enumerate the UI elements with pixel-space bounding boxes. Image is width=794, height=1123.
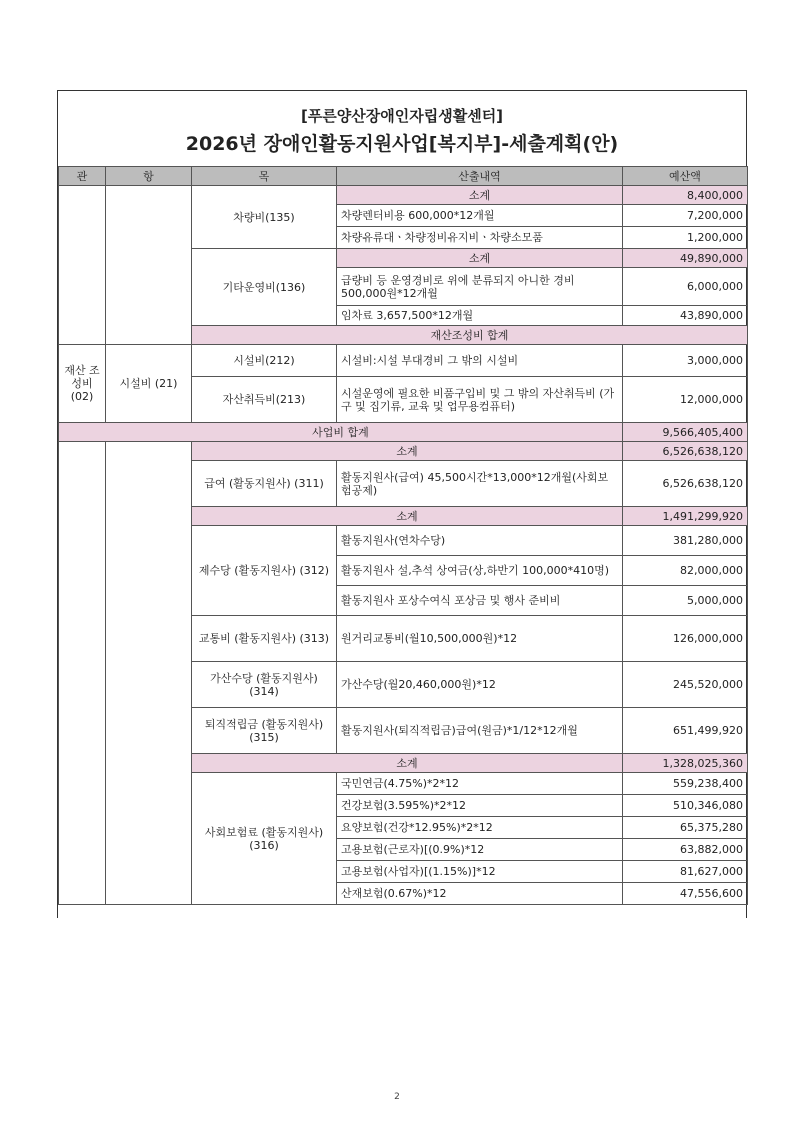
table-row xyxy=(59,186,748,205)
mok-cell: 교통비 (활동지원사) (313) xyxy=(192,616,337,662)
mok-cell: 차량비(135) xyxy=(192,186,337,249)
amount-cell: 510,346,080 xyxy=(623,795,748,817)
total-amount: 9,566,405,400 xyxy=(623,423,748,442)
desc-cell: 차량유류대ㆍ차량정비유지비ㆍ차량소모품 xyxy=(337,227,623,249)
document-header xyxy=(58,91,746,167)
total-label: 사업비 합계 xyxy=(59,423,623,442)
desc-cell: 고용보험(사업자)[(1.15%)]*12 xyxy=(337,861,623,883)
desc-cell: 산재보험(0.67%)*12 xyxy=(337,883,623,905)
mok-cell: 사회보험료 (활동지원사) (316) xyxy=(192,773,337,905)
desc-cell: 요양보험(건강*12.95%)*2*12 xyxy=(337,817,623,839)
amount-cell: 245,520,000 xyxy=(623,662,748,708)
total-label: 재산조성비 합계 xyxy=(192,326,748,345)
amount-cell: 12,000,000 xyxy=(623,377,748,423)
organization-name: [푸른양산장애인자립생활센터] xyxy=(300,107,504,125)
column-header: 예산액 xyxy=(623,167,748,186)
amount-cell: 126,000,000 xyxy=(623,616,748,662)
amount-cell: 43,890,000 xyxy=(623,306,748,326)
desc-cell: 활동지원사 설,추석 상여금(상,하반기 100,000*410명) xyxy=(337,556,623,586)
subtotal-amount: 1,491,299,920 xyxy=(623,507,748,526)
desc-cell: 원거리교통비(월10,500,000원)*12 xyxy=(337,616,623,662)
amount-cell: 381,280,000 xyxy=(623,526,748,556)
document-title: 2026년 장애인활동지원사업[복지부]-세출계획(안) xyxy=(185,133,619,155)
amount-cell: 6,526,638,120 xyxy=(623,461,748,507)
hang-cell: 시설비 (21) xyxy=(106,345,192,423)
page-number: 2 xyxy=(394,1092,400,1102)
amount-cell: 47,556,600 xyxy=(623,883,748,905)
subtotal-amount: 49,890,000 xyxy=(623,249,748,268)
mok-cell: 기타운영비(136) xyxy=(192,249,337,326)
amount-cell: 65,375,280 xyxy=(623,817,748,839)
desc-cell: 국민연금(4.75%)*2*12 xyxy=(337,773,623,795)
subtotal-amount: 6,526,638,120 xyxy=(623,442,748,461)
desc-cell: 활동지원사(급여) 45,500시간*13,000*12개월(사회보험공제) xyxy=(337,461,623,507)
mok-cell: 자산취득비(213) xyxy=(192,377,337,423)
mok-cell: 가산수당 (활동지원사) (314) xyxy=(192,662,337,708)
amount-cell: 559,238,400 xyxy=(623,773,748,795)
desc-cell: 건강보험(3.595%)*2*12 xyxy=(337,795,623,817)
mok-cell: 제수당 (활동지원사) (312) xyxy=(192,526,337,616)
subtotal-label: 소계 xyxy=(192,754,623,773)
budget-document xyxy=(57,90,747,918)
column-header: 관 xyxy=(59,167,106,186)
column-header: 항 xyxy=(106,167,192,186)
amount-cell: 81,627,000 xyxy=(623,861,748,883)
amount-cell: 82,000,000 xyxy=(623,556,748,586)
mok-cell: 급여 (활동지원사) (311) xyxy=(192,461,337,507)
table-header-row xyxy=(59,167,748,186)
subtotal-amount: 8,400,000 xyxy=(623,186,748,205)
desc-cell: 가산수당(월20,460,000원)*12 xyxy=(337,662,623,708)
desc-cell: 활동지원사 포상수여식 포상금 및 행사 준비비 xyxy=(337,586,623,616)
amount-cell: 651,499,920 xyxy=(623,708,748,754)
subtotal-label: 소계 xyxy=(192,442,623,461)
subtotal-label: 소계 xyxy=(192,507,623,526)
hang-cell-empty xyxy=(106,186,192,345)
subtotal-label: 소계 xyxy=(337,186,623,205)
gwan-cell-empty xyxy=(59,186,106,345)
subtotal-amount: 1,328,025,360 xyxy=(623,754,748,773)
amount-cell: 7,200,000 xyxy=(623,205,748,227)
table-row xyxy=(59,345,748,377)
hang-cell-empty xyxy=(106,442,192,905)
amount-cell: 3,000,000 xyxy=(623,345,748,377)
amount-cell: 63,882,000 xyxy=(623,839,748,861)
mok-cell: 퇴직적립금 (활동지원사) (315) xyxy=(192,708,337,754)
desc-cell: 활동지원사(연차수당) xyxy=(337,526,623,556)
desc-cell: 임차료 3,657,500*12개월 xyxy=(337,306,623,326)
column-header: 산출내역 xyxy=(337,167,623,186)
desc-cell: 고용보험(근로자)[(0.9%)*12 xyxy=(337,839,623,861)
desc-cell: 급량비 등 운영경비로 위에 분류되지 아니한 경비 500,000원*12개월 xyxy=(337,268,623,306)
gwan-cell-empty xyxy=(59,442,106,905)
gwan-cell: 재산 조성비 (02) xyxy=(59,345,106,423)
desc-cell: 시설비:시설 부대경비 그 밖의 시설비 xyxy=(337,345,623,377)
subtotal-label: 소계 xyxy=(337,249,623,268)
table-row xyxy=(59,442,748,461)
table-row xyxy=(59,423,748,442)
amount-cell: 6,000,000 xyxy=(623,268,748,306)
desc-cell: 활동지원사(퇴직적립금)급여(원금)*1/12*12개월 xyxy=(337,708,623,754)
amount-cell: 1,200,000 xyxy=(623,227,748,249)
budget-table xyxy=(58,166,748,905)
column-header: 목 xyxy=(192,167,337,186)
mok-cell: 시설비(212) xyxy=(192,345,337,377)
amount-cell: 5,000,000 xyxy=(623,586,748,616)
desc-cell: 차량렌터비용 600,000*12개월 xyxy=(337,205,623,227)
desc-cell: 시설운영에 필요한 비품구입비 및 그 밖의 자산취득비 (가구 및 집기류, 교육 및 업무용컴퓨터) xyxy=(337,377,623,423)
